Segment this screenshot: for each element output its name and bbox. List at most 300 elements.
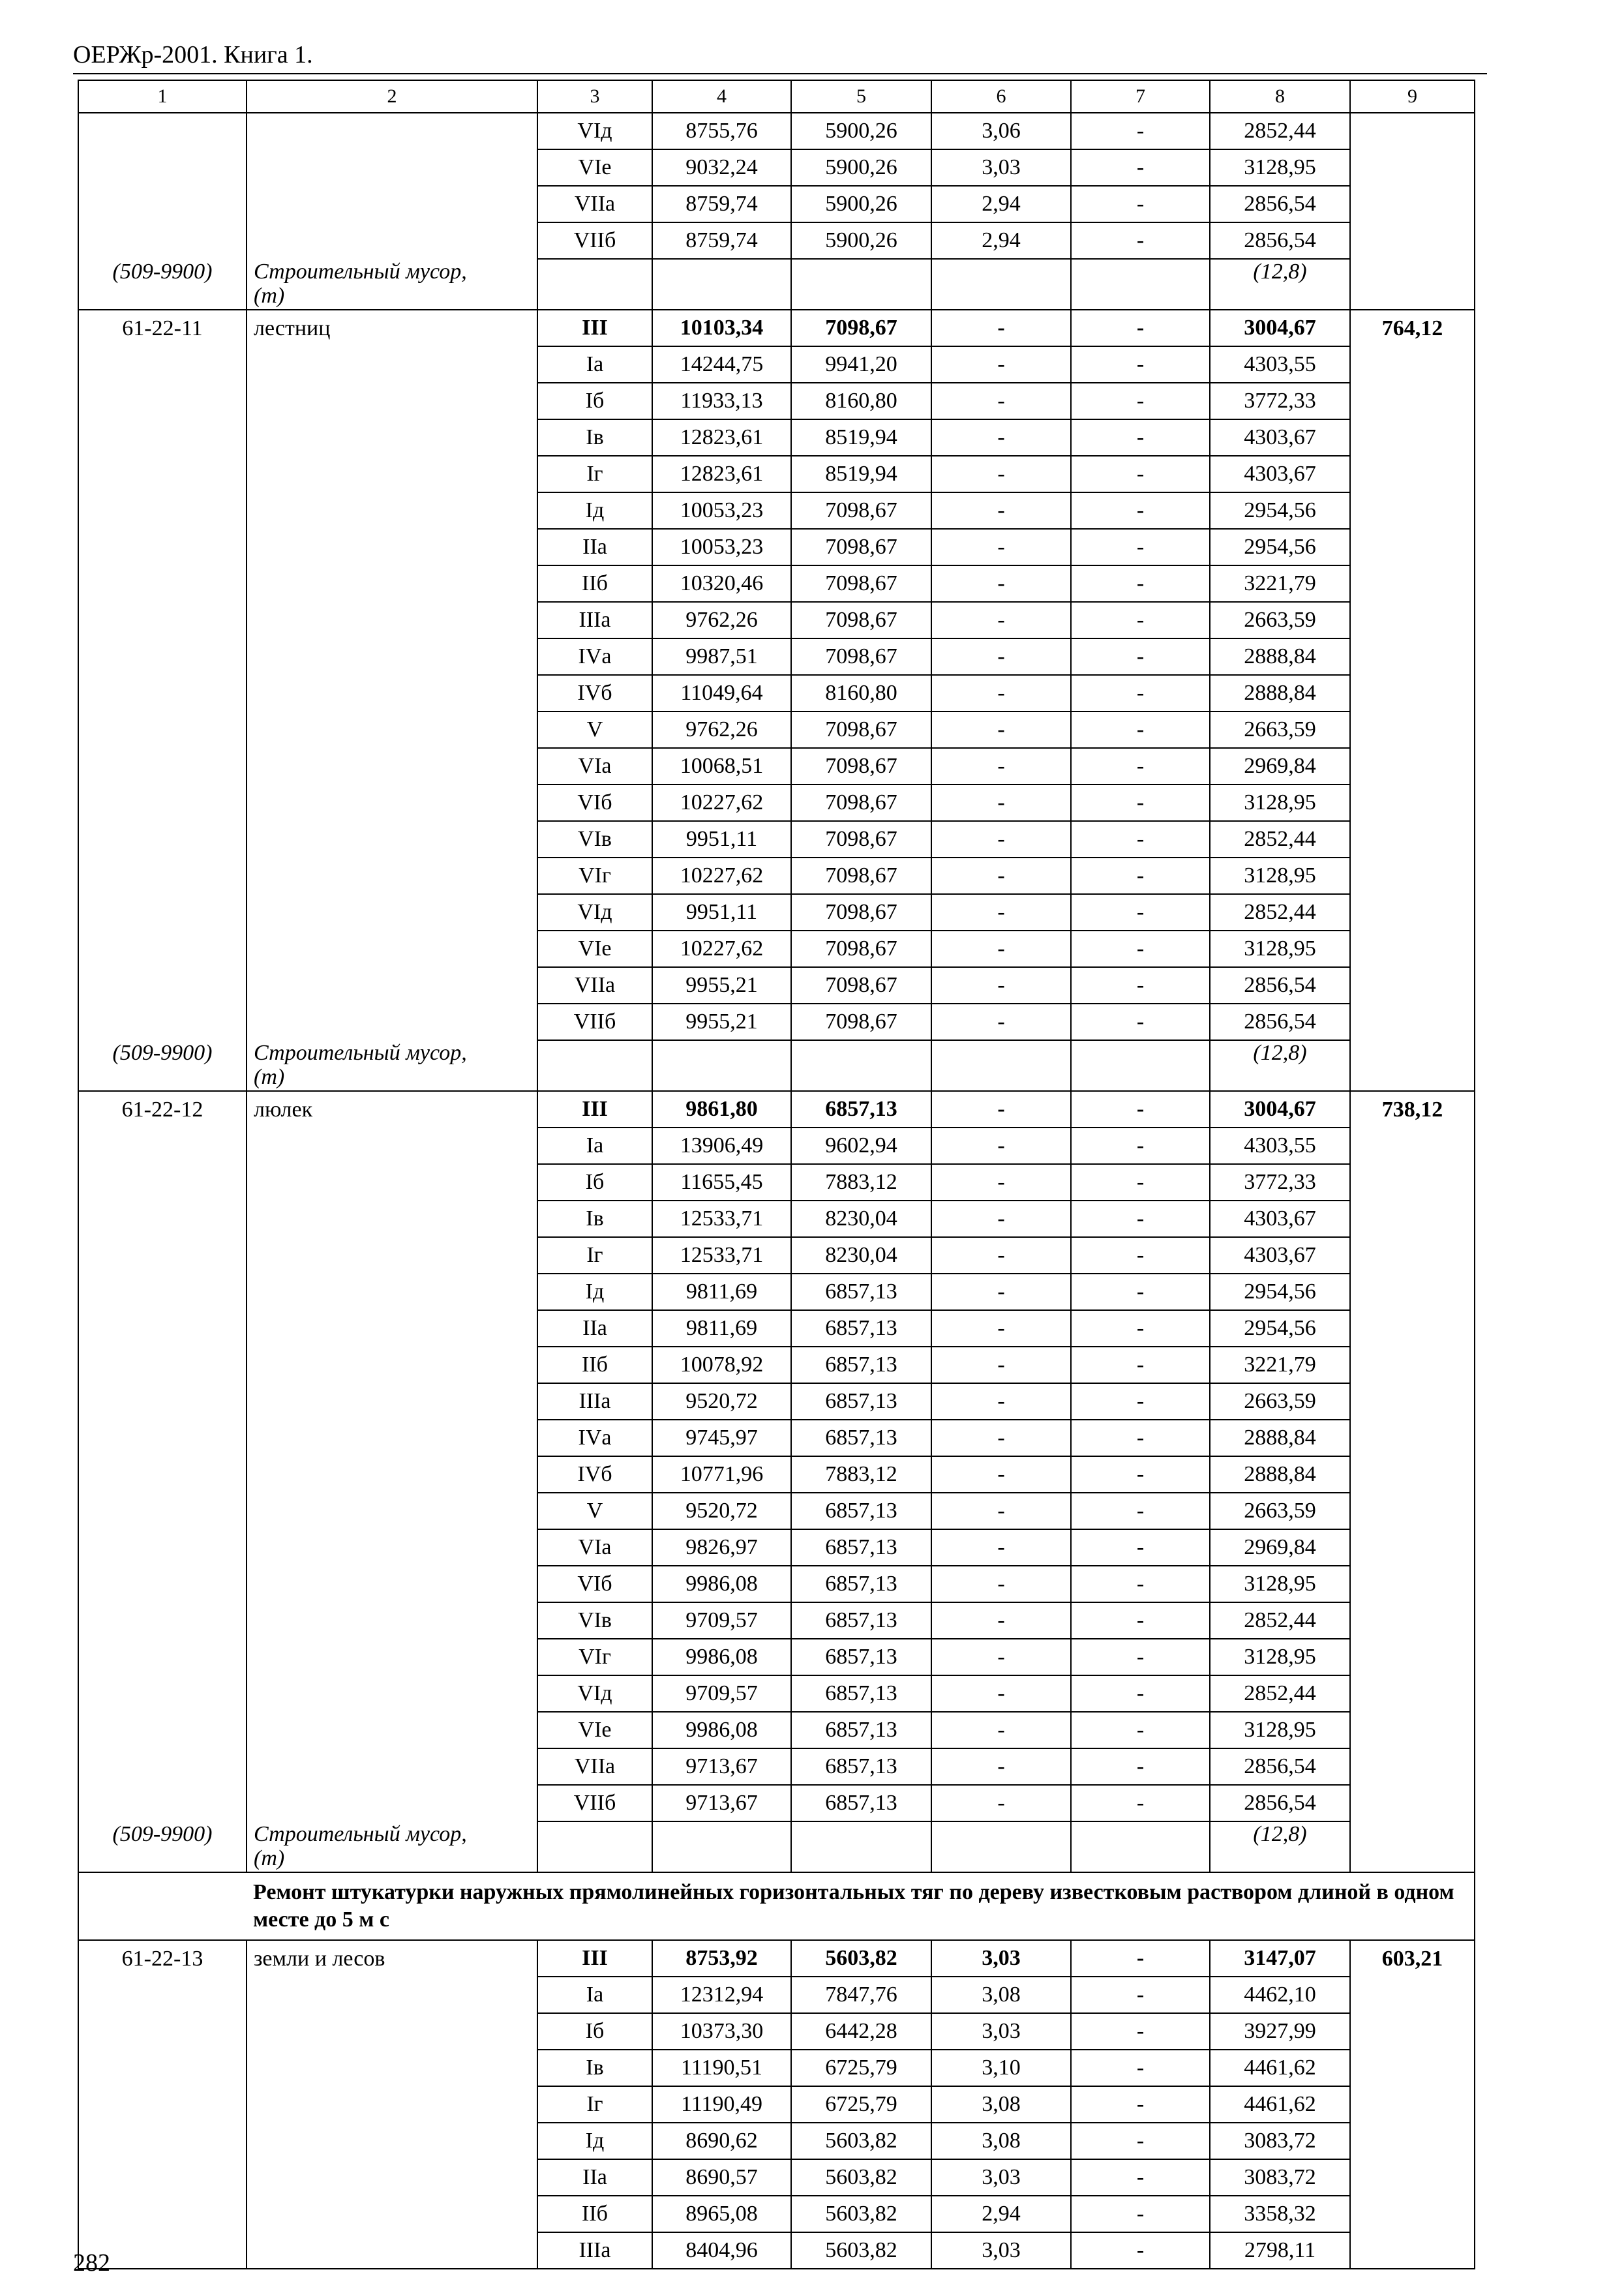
wages-cell: 6857,13 [791, 1493, 931, 1529]
empty-cell [1350, 2086, 1475, 2123]
total-cost-cell: 11049,64 [652, 675, 791, 711]
empty-cell [247, 113, 537, 149]
total-cost-cell: 10053,23 [652, 529, 791, 565]
empty-cell [78, 529, 247, 565]
wages-cell: 6857,13 [791, 1383, 931, 1420]
wages-cell: 7098,67 [791, 785, 931, 821]
machinery-cell: 3,08 [931, 2086, 1071, 2123]
empty-cell [1350, 186, 1475, 222]
empty-cell [78, 748, 247, 785]
driver-wages-cell: - [1071, 419, 1210, 456]
machinery-cell: - [931, 821, 1071, 858]
wages-cell: 6857,13 [791, 1091, 931, 1128]
machinery-cell: 3,03 [931, 2013, 1071, 2050]
empty-cell [1210, 1847, 1350, 1872]
empty-cell [247, 1456, 537, 1493]
zone-cell: VIе [537, 931, 652, 967]
empty-cell [1350, 1383, 1475, 1420]
total-cost-cell: 11190,51 [652, 2050, 791, 2086]
zone-cell: Iг [537, 456, 652, 492]
empty-cell [931, 1066, 1071, 1091]
empty-cell [247, 383, 537, 419]
empty-cell [791, 1040, 931, 1066]
empty-cell [1350, 2232, 1475, 2269]
zone-cell: IVа [537, 638, 652, 675]
zone-cell: Iв [537, 2050, 652, 2086]
materials-cell: 4303,67 [1210, 1201, 1350, 1237]
wages-cell: 7098,67 [791, 894, 931, 931]
total-cost-cell: 8759,74 [652, 222, 791, 259]
driver-wages-cell: - [1071, 1237, 1210, 1274]
machinery-cell: - [931, 1347, 1071, 1383]
empty-cell [1350, 1712, 1475, 1748]
machinery-cell: 3,08 [931, 2123, 1071, 2159]
materials-cell: 2954,56 [1210, 1274, 1350, 1310]
empty-cell [1350, 1748, 1475, 1785]
total-cost-cell: 9861,80 [652, 1091, 791, 1128]
table-row [78, 602, 1475, 638]
machinery-cell: - [931, 529, 1071, 565]
materials-cell: 2856,54 [1210, 967, 1350, 1004]
wages-cell: 7883,12 [791, 1164, 931, 1201]
wages-cell: 5900,26 [791, 113, 931, 149]
empty-cell [247, 638, 537, 675]
zone-cell: Iб [537, 383, 652, 419]
empty-cell [1350, 383, 1475, 419]
column-number: 2 [247, 80, 537, 113]
table-row [78, 1128, 1475, 1164]
driver-wages-cell: - [1071, 1712, 1210, 1748]
machinery-cell: - [931, 1602, 1071, 1639]
empty-cell [247, 1493, 537, 1529]
table-row [78, 1566, 1475, 1602]
driver-wages-cell: - [1071, 1529, 1210, 1566]
empty-cell [247, 1602, 537, 1639]
zone-cell: Iб [537, 2013, 652, 2050]
zone-cell: III [537, 1940, 652, 1977]
driver-wages-cell: - [1071, 1383, 1210, 1420]
empty-cell [1350, 259, 1475, 284]
materials-cell: 3147,07 [1210, 1940, 1350, 1977]
machinery-cell: - [931, 1164, 1071, 1201]
waste-row-unit [78, 1847, 1475, 1872]
machinery-cell: - [931, 1201, 1071, 1237]
materials-cell: 2663,59 [1210, 711, 1350, 748]
total-cost-cell: 9520,72 [652, 1383, 791, 1420]
zone-cell: Iд [537, 1274, 652, 1310]
zone-cell: VIа [537, 748, 652, 785]
page-number: 282 [73, 2249, 110, 2277]
table-row [78, 1383, 1475, 1420]
zone-cell: VIв [537, 1602, 652, 1639]
total-cost-cell: 10320,46 [652, 565, 791, 602]
machinery-cell: - [931, 1420, 1071, 1456]
table-row [78, 529, 1475, 565]
table-body [78, 80, 1475, 2269]
total-cost-cell: 9713,67 [652, 1785, 791, 1821]
driver-wages-cell: - [1071, 1091, 1210, 1128]
total-cost-cell: 9032,24 [652, 149, 791, 186]
zone-cell: VIIб [537, 222, 652, 259]
empty-cell [78, 113, 247, 149]
empty-cell [1350, 1347, 1475, 1383]
empty-cell [247, 2013, 537, 2050]
empty-cell [78, 1675, 247, 1712]
zone-cell: III [537, 310, 652, 346]
table-row [78, 383, 1475, 419]
table-row [78, 1164, 1475, 1201]
empty-cell [1071, 284, 1210, 310]
materials-cell: 2954,56 [1210, 492, 1350, 529]
wages-cell: 8519,94 [791, 419, 931, 456]
item-code: 61-22-12 [78, 1091, 247, 1128]
zone-cell: IIIа [537, 2232, 652, 2269]
materials-cell: 2888,84 [1210, 1456, 1350, 1493]
empty-cell [78, 2086, 247, 2123]
wages-cell: 5900,26 [791, 222, 931, 259]
zone-cell: Iб [537, 1164, 652, 1201]
table-row [78, 2196, 1475, 2232]
empty-cell [78, 602, 247, 638]
table-row [78, 2013, 1475, 2050]
wages-cell: 9941,20 [791, 346, 931, 383]
table-row [78, 748, 1475, 785]
machinery-cell: - [931, 967, 1071, 1004]
driver-wages-cell: - [1071, 1748, 1210, 1785]
driver-wages-cell: - [1071, 1201, 1210, 1237]
empty-cell [247, 1420, 537, 1456]
empty-cell [1350, 821, 1475, 858]
materials-cell: 3221,79 [1210, 565, 1350, 602]
zone-cell: Iа [537, 1128, 652, 1164]
machinery-cell: - [931, 1274, 1071, 1310]
wages-cell: 7098,67 [791, 310, 931, 346]
total-cost-cell: 9986,08 [652, 1639, 791, 1675]
materials-cell: 2663,59 [1210, 602, 1350, 638]
materials-cell: 2969,84 [1210, 748, 1350, 785]
machinery-cell: 3,03 [931, 149, 1071, 186]
empty-cell [247, 1237, 537, 1274]
wages-cell: 6725,79 [791, 2086, 931, 2123]
driver-wages-cell: - [1071, 1164, 1210, 1201]
empty-cell [78, 858, 247, 894]
total-cost-cell: 8690,57 [652, 2159, 791, 2196]
empty-cell [931, 1847, 1071, 1872]
table-row [78, 419, 1475, 456]
machinery-cell: - [931, 1639, 1071, 1675]
empty-cell [1071, 1066, 1210, 1091]
table-row [78, 1201, 1475, 1237]
empty-cell [78, 1872, 247, 1940]
machinery-cell: 3,03 [931, 2159, 1071, 2196]
zone-cell: IIб [537, 1347, 652, 1383]
total-cost-cell: 10227,62 [652, 858, 791, 894]
wages-cell: 7098,67 [791, 967, 931, 1004]
header-divider [73, 73, 1487, 74]
waste-quantity: (12,8) [1210, 259, 1350, 284]
empty-cell [78, 346, 247, 383]
zone-cell: VIд [537, 894, 652, 931]
total-cost-cell: 9986,08 [652, 1566, 791, 1602]
table-row [78, 1237, 1475, 1274]
zone-cell: VIIб [537, 1785, 652, 1821]
zone-cell: Iг [537, 1237, 652, 1274]
driver-wages-cell: - [1071, 492, 1210, 529]
driver-wages-cell: - [1071, 2232, 1210, 2269]
materials-cell: 3128,95 [1210, 1712, 1350, 1748]
empty-cell [1350, 2050, 1475, 2086]
empty-cell [791, 1066, 931, 1091]
materials-cell: 2798,11 [1210, 2232, 1350, 2269]
empty-cell [78, 1602, 247, 1639]
wages-cell: 7098,67 [791, 858, 931, 894]
driver-wages-cell: - [1071, 967, 1210, 1004]
wages-cell: 7098,67 [791, 565, 931, 602]
driver-wages-cell: - [1071, 1977, 1210, 2013]
wages-cell: 5900,26 [791, 149, 931, 186]
zone-cell: Iг [537, 2086, 652, 2123]
materials-cell: 2856,54 [1210, 222, 1350, 259]
total-cost-cell: 9709,57 [652, 1675, 791, 1712]
empty-cell [247, 222, 537, 259]
empty-cell [1350, 1977, 1475, 2013]
empty-cell [931, 259, 1071, 284]
materials-cell: 3128,95 [1210, 931, 1350, 967]
total-cost-cell: 8690,62 [652, 2123, 791, 2159]
materials-cell: 4303,67 [1210, 419, 1350, 456]
driver-wages-cell: - [1071, 638, 1210, 675]
machinery-cell: 3,08 [931, 1977, 1071, 2013]
materials-cell: 2969,84 [1210, 1529, 1350, 1566]
zone-cell: IIа [537, 529, 652, 565]
machinery-cell: - [931, 638, 1071, 675]
column-number-row [78, 80, 1475, 113]
empty-cell [537, 284, 652, 310]
waste-row [78, 1040, 1475, 1066]
wages-cell: 7098,67 [791, 602, 931, 638]
empty-cell [78, 967, 247, 1004]
wages-cell: 8230,04 [791, 1237, 931, 1274]
wages-cell: 6857,13 [791, 1529, 931, 1566]
materials-cell: 3128,95 [1210, 1639, 1350, 1675]
empty-cell [1350, 492, 1475, 529]
wages-cell: 6857,13 [791, 1602, 931, 1639]
waste-code: (509-9900) [78, 1821, 247, 1847]
total-cost-cell: 11190,49 [652, 2086, 791, 2123]
zone-cell: IIа [537, 2159, 652, 2196]
wages-cell: 6857,13 [791, 1274, 931, 1310]
table-row [78, 186, 1475, 222]
empty-cell [537, 1066, 652, 1091]
wages-cell: 7098,67 [791, 931, 931, 967]
empty-cell [1350, 1566, 1475, 1602]
empty-cell [78, 1712, 247, 1748]
materials-cell: 3083,72 [1210, 2123, 1350, 2159]
column-number: 9 [1350, 80, 1475, 113]
driver-wages-cell: - [1071, 1310, 1210, 1347]
empty-cell [78, 1566, 247, 1602]
materials-cell: 2954,56 [1210, 1310, 1350, 1347]
empty-cell [78, 149, 247, 186]
table-row [78, 222, 1475, 259]
price-table [78, 80, 1475, 2269]
materials-cell: 4461,62 [1210, 2086, 1350, 2123]
driver-wages-cell: - [1071, 346, 1210, 383]
machinery-cell: - [931, 858, 1071, 894]
empty-cell [247, 1128, 537, 1164]
empty-cell [78, 419, 247, 456]
materials-cell: 4303,67 [1210, 1237, 1350, 1274]
zone-cell: VIд [537, 1675, 652, 1712]
empty-cell [247, 1529, 537, 1566]
driver-wages-cell: - [1071, 1456, 1210, 1493]
machinery-cell: - [931, 675, 1071, 711]
total-cost-cell: 8404,96 [652, 2232, 791, 2269]
empty-cell [78, 1847, 247, 1872]
total-cost-cell: 9986,08 [652, 1712, 791, 1748]
machinery-cell: - [931, 1748, 1071, 1785]
table-row [78, 1529, 1475, 1566]
driver-wages-cell: - [1071, 2196, 1210, 2232]
materials-cell: 2852,44 [1210, 821, 1350, 858]
empty-cell [78, 1128, 247, 1164]
empty-cell [78, 1164, 247, 1201]
table-row [78, 1675, 1475, 1712]
total-cost-cell: 12312,94 [652, 1977, 791, 2013]
table-row [78, 675, 1475, 711]
empty-cell [1071, 1821, 1210, 1847]
zone-cell: VIв [537, 821, 652, 858]
table-row [78, 2159, 1475, 2196]
empty-cell [78, 565, 247, 602]
item-name: земли и лесов [247, 1940, 537, 1977]
wages-cell: 7098,67 [791, 529, 931, 565]
empty-cell [78, 1420, 247, 1456]
materials-cell: 4462,10 [1210, 1977, 1350, 2013]
empty-cell [1350, 149, 1475, 186]
table-row [78, 1420, 1475, 1456]
empty-cell [78, 2013, 247, 2050]
total-cost-cell: 14244,75 [652, 346, 791, 383]
total-cost-cell: 11655,45 [652, 1164, 791, 1201]
empty-cell [78, 1347, 247, 1383]
empty-cell [78, 383, 247, 419]
wages-cell: 7098,67 [791, 821, 931, 858]
driver-wages-cell: - [1071, 858, 1210, 894]
driver-wages-cell: - [1071, 894, 1210, 931]
column-number: 6 [931, 80, 1071, 113]
empty-cell [1350, 346, 1475, 383]
empty-cell [1350, 1493, 1475, 1529]
empty-cell [1350, 284, 1475, 310]
column-number: 5 [791, 80, 931, 113]
empty-cell [1350, 711, 1475, 748]
driver-wages-cell: - [1071, 1493, 1210, 1529]
total-cost-cell: 9955,21 [652, 967, 791, 1004]
materials-cell: 3772,33 [1210, 1164, 1350, 1201]
materials-cell: 2856,54 [1210, 1004, 1350, 1040]
zone-cell: VIг [537, 1639, 652, 1675]
empty-cell [78, 1977, 247, 2013]
driver-wages-cell: - [1071, 222, 1210, 259]
total-cost-cell: 10068,51 [652, 748, 791, 785]
table-row [78, 1091, 1475, 1128]
empty-cell [1350, 113, 1475, 149]
empty-cell [652, 1040, 791, 1066]
wages-cell: 7883,12 [791, 1456, 931, 1493]
table-row [78, 1310, 1475, 1347]
materials-cell: 3128,95 [1210, 858, 1350, 894]
machinery-cell: - [931, 931, 1071, 967]
total-cost-cell: 9951,11 [652, 821, 791, 858]
table-row [78, 149, 1475, 186]
section-title-row [78, 1872, 1475, 1940]
table-row [78, 2050, 1475, 2086]
waste-unit: (т) [247, 284, 537, 310]
machinery-cell: - [931, 1493, 1071, 1529]
table-row [78, 1004, 1475, 1040]
driver-wages-cell: - [1071, 785, 1210, 821]
wages-cell: 6857,13 [791, 1748, 931, 1785]
machinery-cell: - [931, 383, 1071, 419]
labor-cost-total: 764,12 [1350, 310, 1475, 346]
empty-cell [247, 1004, 537, 1040]
zone-cell: III [537, 1091, 652, 1128]
empty-cell [1350, 1040, 1475, 1066]
empty-cell [247, 711, 537, 748]
driver-wages-cell: - [1071, 1639, 1210, 1675]
materials-cell: 3004,67 [1210, 1091, 1350, 1128]
total-cost-cell: 10373,30 [652, 2013, 791, 2050]
table-row [78, 1940, 1475, 1977]
materials-cell: 4303,55 [1210, 1128, 1350, 1164]
empty-cell [78, 284, 247, 310]
empty-cell [247, 2050, 537, 2086]
empty-cell [537, 259, 652, 284]
total-cost-cell: 12823,61 [652, 419, 791, 456]
machinery-cell: - [931, 419, 1071, 456]
empty-cell [78, 2050, 247, 2086]
machinery-cell: - [931, 894, 1071, 931]
item-name: люлек [247, 1091, 537, 1128]
zone-cell: IIб [537, 2196, 652, 2232]
empty-cell [78, 1456, 247, 1493]
empty-cell [247, 1639, 537, 1675]
empty-cell [1350, 858, 1475, 894]
section-title: Ремонт штукатурки наружных прямолинейных горизонтальных тяг по дереву известковым раствором длиной в одном месте до 5 м с [247, 1872, 1475, 1940]
empty-cell [1350, 1420, 1475, 1456]
empty-cell [247, 186, 537, 222]
waste-row-unit [78, 1066, 1475, 1091]
materials-cell: 3128,95 [1210, 1566, 1350, 1602]
wages-cell: 6725,79 [791, 2050, 931, 2086]
table-row [78, 638, 1475, 675]
item-name: лестниц [247, 310, 537, 346]
machinery-cell: - [931, 1785, 1071, 1821]
empty-cell [247, 1748, 537, 1785]
total-cost-cell: 9762,26 [652, 711, 791, 748]
empty-cell [1350, 1821, 1475, 1847]
waste-quantity: (12,8) [1210, 1040, 1350, 1066]
empty-cell [78, 1066, 247, 1091]
driver-wages-cell: - [1071, 2123, 1210, 2159]
machinery-cell: - [931, 310, 1071, 346]
empty-cell [652, 284, 791, 310]
driver-wages-cell: - [1071, 149, 1210, 186]
empty-cell [1350, 1066, 1475, 1091]
table-row [78, 1602, 1475, 1639]
materials-cell: 3772,33 [1210, 383, 1350, 419]
